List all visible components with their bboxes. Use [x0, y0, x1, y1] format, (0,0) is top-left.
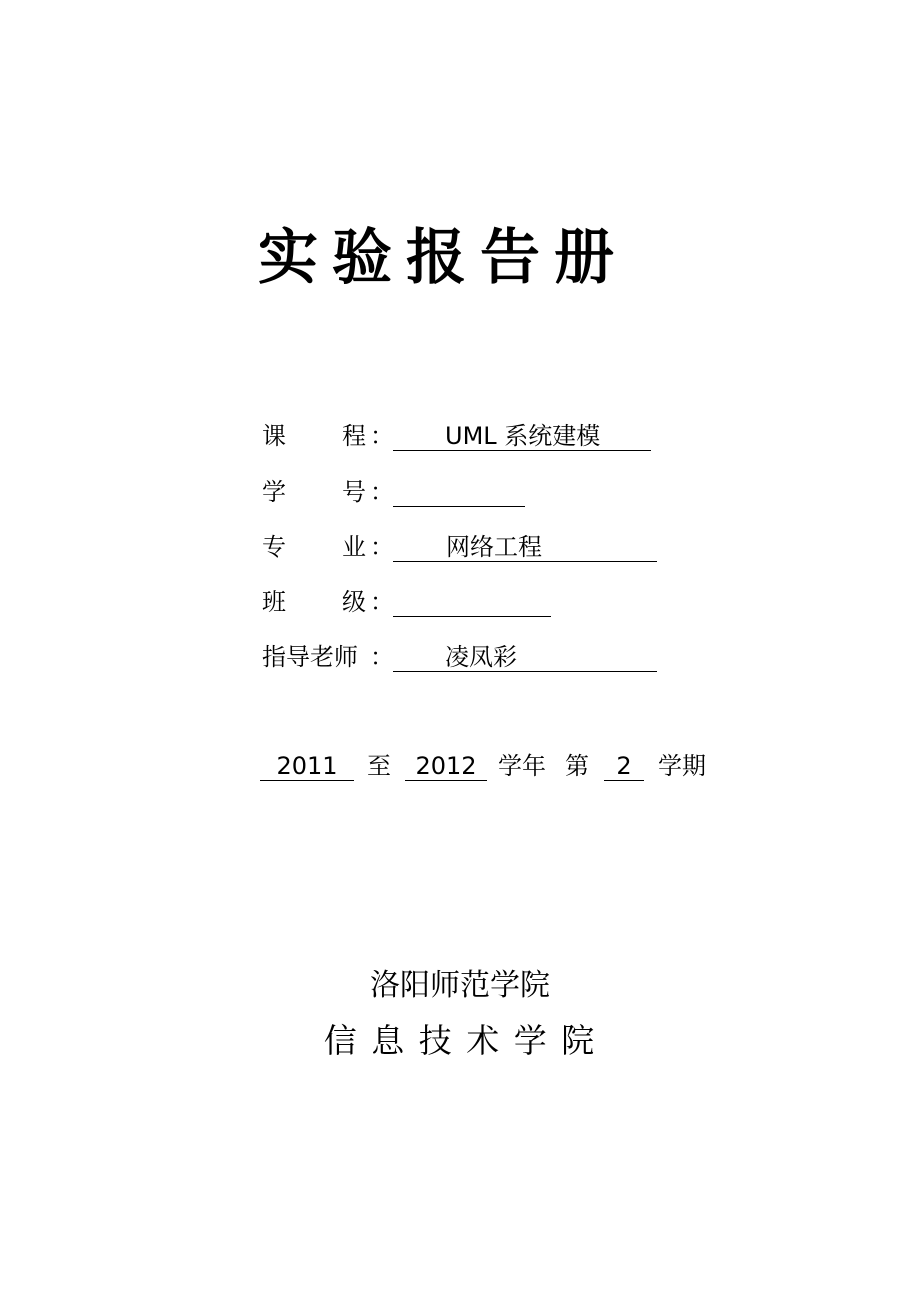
course-label-2: 程	[342, 422, 366, 450]
term-value: 2	[616, 752, 632, 780]
advisor-value: 凌凤彩	[445, 643, 517, 671]
major-field	[262, 531, 662, 563]
semester-year-word: 学年	[498, 752, 546, 780]
course-value: UML 系统建模	[445, 422, 601, 450]
term-blank	[604, 750, 644, 781]
end-year-value: 2012	[415, 752, 477, 780]
student-id-label-2: 号	[342, 478, 366, 506]
start-year-value: 2011	[276, 752, 338, 780]
class-label-1: 班	[262, 588, 286, 616]
student-id-colon: ：	[370, 478, 394, 506]
advisor-colon: ：	[370, 643, 394, 671]
class-colon: ：	[370, 588, 394, 616]
semester-term-word: 学期	[658, 752, 706, 780]
college-name: 信 息 技 术 学 院	[323, 1021, 597, 1060]
document-title: 实验报告册	[258, 223, 628, 293]
class-field	[262, 586, 662, 618]
course-label-1: 课	[262, 422, 286, 450]
advisor-blank	[393, 641, 657, 672]
advisor-field	[262, 641, 662, 673]
semester-ordinal-prefix: 第	[565, 752, 589, 780]
university-name: 洛阳师范学院	[370, 968, 550, 1003]
major-colon: ：	[370, 533, 394, 561]
course-colon: ：	[370, 422, 394, 450]
student-id-blank	[393, 476, 525, 507]
start-year-blank	[260, 750, 354, 781]
major-label-1: 专	[262, 533, 286, 561]
class-blank	[393, 586, 551, 617]
major-value: 网络工程	[446, 533, 542, 561]
semester-to: 至	[367, 752, 391, 780]
end-year-blank	[405, 750, 487, 781]
course-field	[262, 420, 662, 452]
major-label-2: 业	[342, 533, 366, 561]
advisor-label: 指导老师	[262, 643, 358, 671]
student-id-field	[262, 476, 662, 508]
class-label-2: 级	[342, 588, 366, 616]
student-id-label-1: 学	[262, 478, 286, 506]
